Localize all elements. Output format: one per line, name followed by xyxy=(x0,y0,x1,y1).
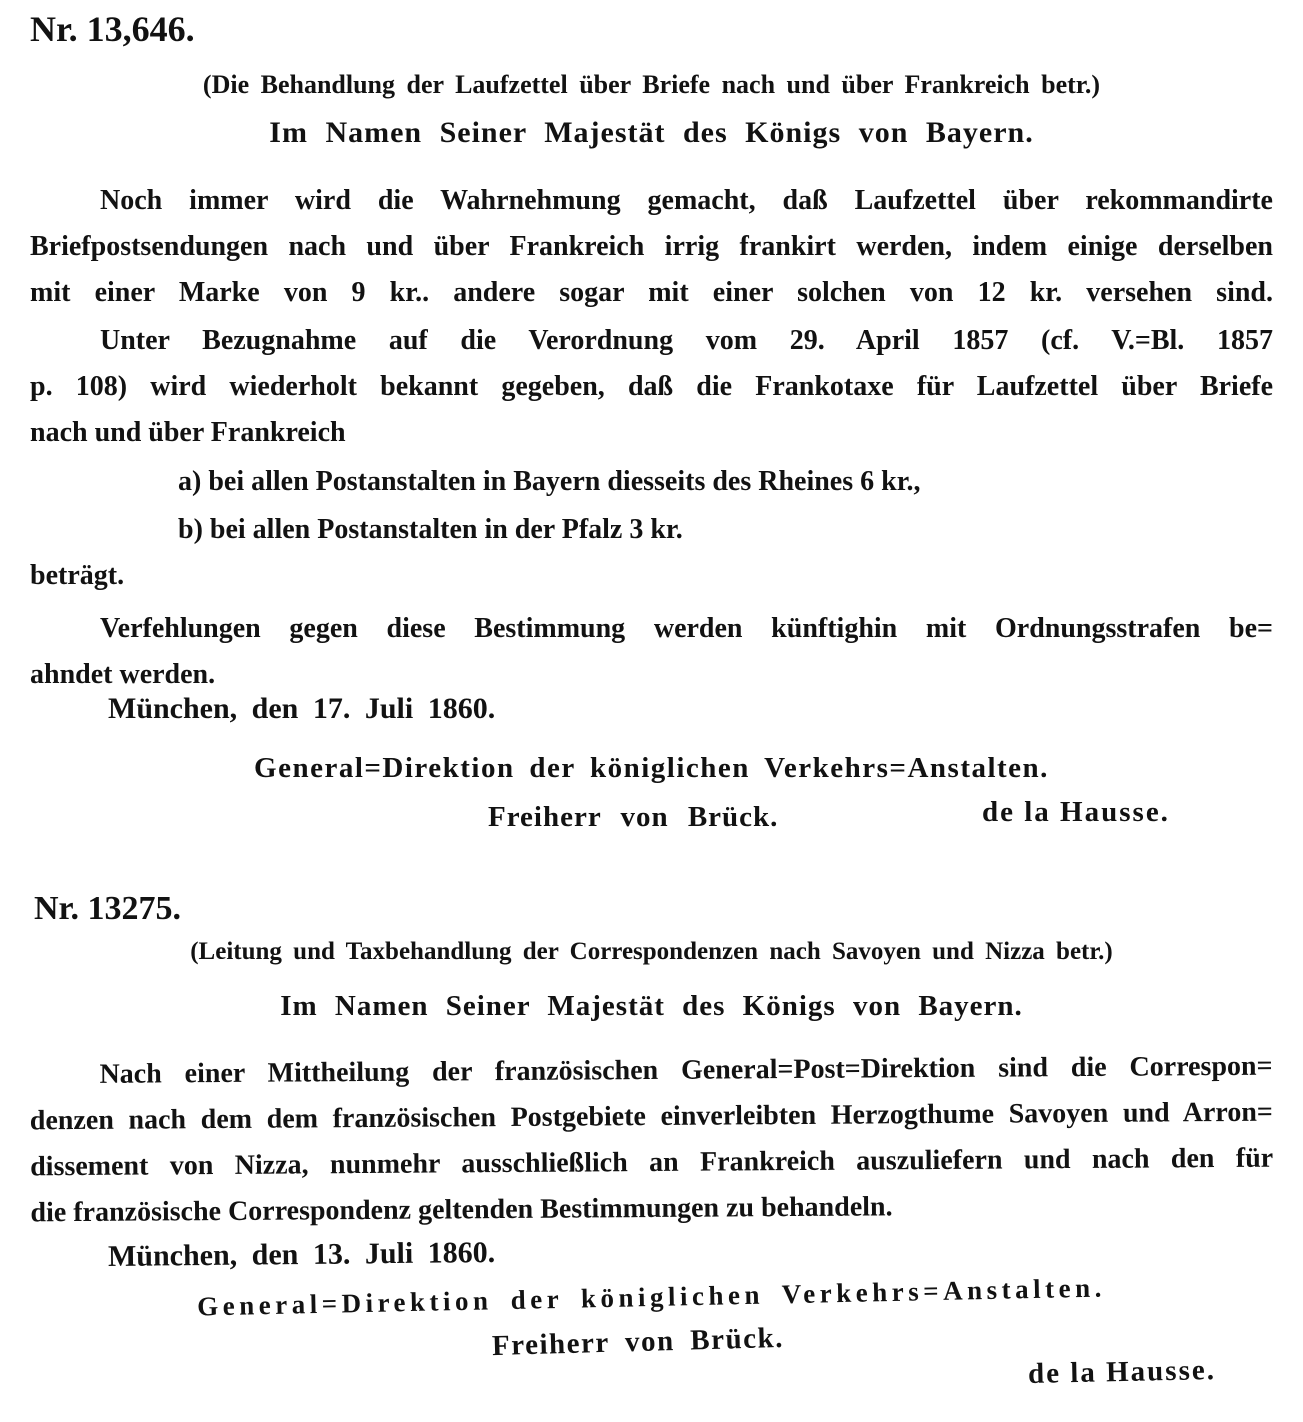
signature-left-2: Freiherr von Brück. xyxy=(491,1321,785,1363)
dateline-1: München, den 17. Juli 1860. xyxy=(108,692,496,725)
body-line: Verfehlungen gegen diese Bestimmung werden künftighin mit Ordnungsstrafen be= xyxy=(100,613,1273,644)
body-line: Nach einer Mittheilung der französischen General=Post=Direktion sind die Correspon= xyxy=(99,1050,1273,1090)
body-line: mit einer Marke von 9 kr.. andere sogar mit einer solchen von 12 kr. versehen sind. xyxy=(30,277,1273,308)
signature-left-1: Freiherr von Brück. xyxy=(488,801,779,833)
signature-right-2: de la Hausse. xyxy=(1027,1354,1217,1390)
subject-line-2: (Leitung und Taxbehandlung der Correspondenzen nach Savoyen und Nizza betr.) xyxy=(190,938,1113,965)
decree-number-2: Nr. 13275. xyxy=(34,890,182,927)
signature-right-1: de la Hausse. xyxy=(982,796,1170,828)
body-line: denzen nach dem dem französischen Postgebiete einverleibten Herzogthume Savoyen und Arron= xyxy=(29,1096,1273,1137)
body-line: die französische Correspondenz geltenden Bestimmungen zu behandeln. xyxy=(30,1191,893,1229)
authority-line-2: General=Direktion der königlichen Verkehrs=Anstalten. xyxy=(196,1272,1107,1322)
authority-line-1: General=Direktion der königlichen Verkehrs=Anstalten. xyxy=(254,752,1049,784)
body-line: ahndet werden. xyxy=(30,659,216,690)
body-line: Noch immer wird die Wahrnehmung gemacht, daß Laufzettel über rekommandirte xyxy=(100,185,1273,216)
paragraph-3 xyxy=(30,606,1273,698)
invocation-line-2: Im Namen Seiner Majestät des Königs von Bayern. xyxy=(280,990,1023,1022)
paragraph-1 xyxy=(30,178,1273,316)
body-line: dissement von Nizza, nunmehr ausschließlich an Frankreich auszuliefern und nach den für xyxy=(30,1142,1274,1183)
invocation-line-1: Im Namen Seiner Majestät des Königs von Bayern. xyxy=(269,116,1034,149)
subject-line-1: (Die Behandlung der Laufzettel über Briefe nach und über Frankreich betr.) xyxy=(202,70,1101,99)
closing-word: beträgt. xyxy=(30,560,125,591)
body-line: Unter Bezugnahme auf die Verordnung vom 29. April 1857 (cf. V.=Bl. 1857 xyxy=(100,325,1273,356)
body-line: nach und über Frankreich xyxy=(30,417,346,448)
decree-number-1: Nr. 13,646. xyxy=(30,9,195,49)
tariff-item-b: b) bei allen Postanstalten in der Pfalz 3 kr. xyxy=(178,514,683,545)
body-line: p. 108) wird wiederholt bekannt gegeben, daß die Frankotaxe für Laufzettel über Briefe xyxy=(30,371,1273,402)
body-line: Briefpostsendungen nach und über Frankreich irrig frankirt werden, indem einige derselben xyxy=(30,231,1273,262)
paragraph-2 xyxy=(30,318,1273,456)
dateline-2: München, den 13. Juli 1860. xyxy=(107,1235,496,1274)
tariff-item-a: a) bei allen Postanstalten in Bayern diesseits des Rheines 6 kr., xyxy=(178,466,921,497)
paragraph-4 xyxy=(29,1044,1273,1237)
